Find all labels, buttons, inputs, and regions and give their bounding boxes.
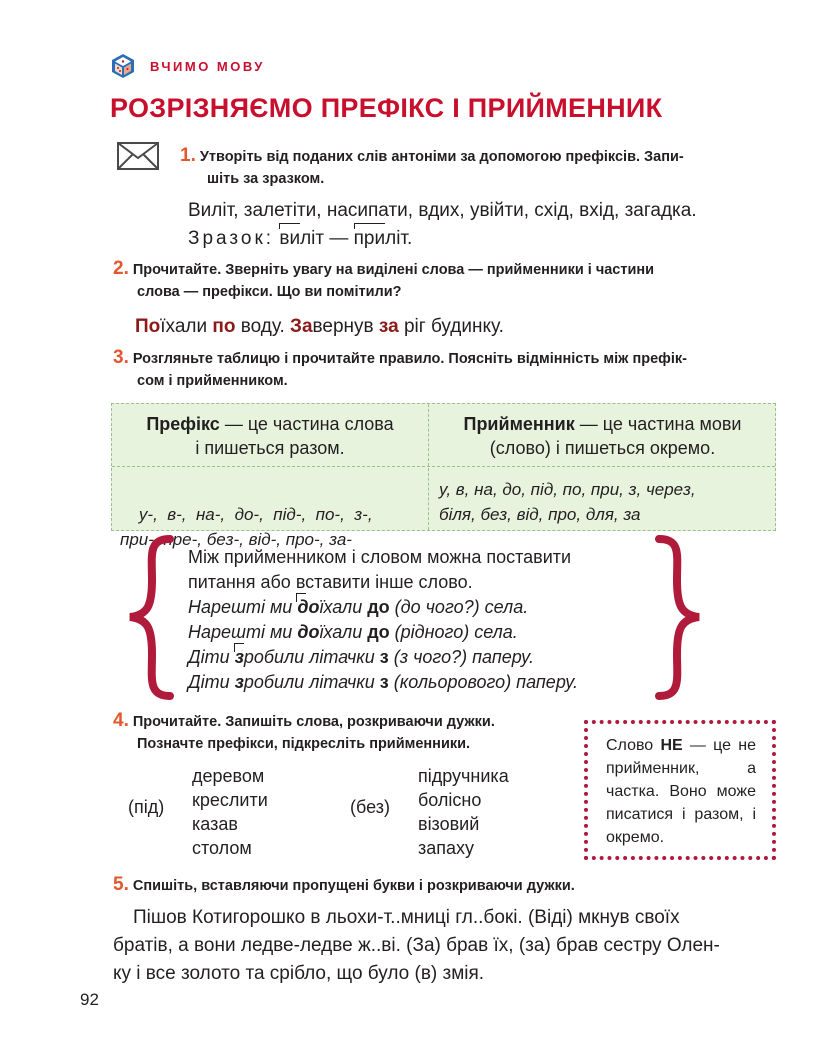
list-item: запаху — [418, 838, 475, 858]
left-brace-icon — [122, 535, 177, 700]
list-item: підручника — [418, 766, 509, 786]
rule-example-4: Діти зробили літачки з (кольорового) паперу. — [188, 672, 579, 692]
list-item: казав — [192, 814, 238, 834]
ne-particle-note: Слово НЕ — це не прийменник, а частка. Воно може писатися і разом, і окремо. — [584, 720, 776, 860]
group2-words — [418, 764, 509, 860]
task2-number: 2. — [113, 258, 129, 279]
list-item: креслити — [192, 790, 268, 810]
task5-text: Пішов Котигорошко в льохи-т..мниці гл..бокі. (Віді) мкнув своїх братів, а вони ледве-ледве ж..ві. (За) брав їх, (за) брав сестру Олен- ку і все золото та срібло, що було (в) змія. — [113, 907, 720, 984]
dice-cube-icon — [110, 53, 136, 79]
list-item: візовий — [418, 814, 480, 834]
task4-instruction: 4. Прочитайте. Запишіть слова, розкриваючи дужки. Позначте префікси, підкресліть прийменники. — [113, 710, 495, 752]
group2-preposition: (без) — [350, 797, 390, 817]
rule-example-1: Нарешті ми доїхали до (до чого?) села. — [188, 595, 578, 620]
envelope-icon — [116, 140, 160, 172]
section-label: ВЧИМО МОВУ — [150, 59, 265, 74]
task1-words: Виліт, залетіти, насипати, вдих, увійти, схід, вхід, загадка. — [188, 200, 697, 221]
table-head-prefix: Префікс — це частина слова і пишеться разом. — [146, 414, 394, 458]
rule-example-3: Діти зробили літачки з (з чого?) паперу. — [188, 645, 578, 670]
table-prefix-list: у-, в-, на-, до-, під-, по-, з-, при-, пре-, без-, від-, про-, за- — [120, 505, 373, 549]
task1-instruction: 1. Утворіть від поданих слів антоніми за допомогою префіксів. Запи- шіть за зразком. — [180, 145, 684, 187]
task5-instruction: 5. Спишіть, вставляючи пропущені букви і розкриваючи дужки. — [113, 874, 575, 895]
task2-sentences: Поїхали по воду. Завернув за ріг будинку. — [135, 316, 504, 337]
right-brace-icon — [652, 535, 707, 700]
page-number: 92 — [80, 990, 99, 1009]
page-title: РОЗРІЗНЯЄМО ПРЕФІКС І ПРИЙМЕННИК — [110, 93, 663, 123]
table-preposition-list: у, в, на, до, під, по, при, з, через, біля, без, від, про, для, за — [439, 480, 696, 524]
task1-sample: Зразок: виліт — приліт. — [188, 225, 412, 253]
rule-text: Між прийменником і словом можна поставити питання або вставити інше слово. Нарешті ми доїхали до (до чого?) села. Нарешті ми доїхали до (рідного) села. Діти зробили літачки з (з чого?) паперу. Діти зробили літачки з (кольорового) паперу. — [188, 545, 578, 695]
list-item: столом — [192, 838, 252, 858]
group1-words — [192, 764, 268, 860]
list-item: деревом — [192, 766, 265, 786]
table-head-preposition: Прийменник — це частина мови (слово) і пишеться окремо. — [463, 414, 742, 458]
group1-preposition: (під) — [128, 797, 165, 817]
prefix-preposition-table — [111, 403, 776, 549]
task5-number: 5. — [113, 874, 129, 895]
rule-example-2: Нарешті ми доїхали до (рідного) села. — [188, 622, 518, 642]
task2-instruction: 2. Прочитайте. Зверніть увагу на виділені слова — прийменники і частини слова — префікси. Що ви помітили? — [113, 258, 655, 300]
task1-number: 1. — [180, 145, 196, 166]
task3-instruction: 3. Розгляньте таблицю і прочитайте правило. Поясніть відмінність між префік- сом і прийменником. — [113, 347, 687, 389]
task4-number: 4. — [113, 710, 129, 731]
task3-number: 3. — [113, 347, 129, 368]
list-item: болісно — [418, 790, 482, 810]
